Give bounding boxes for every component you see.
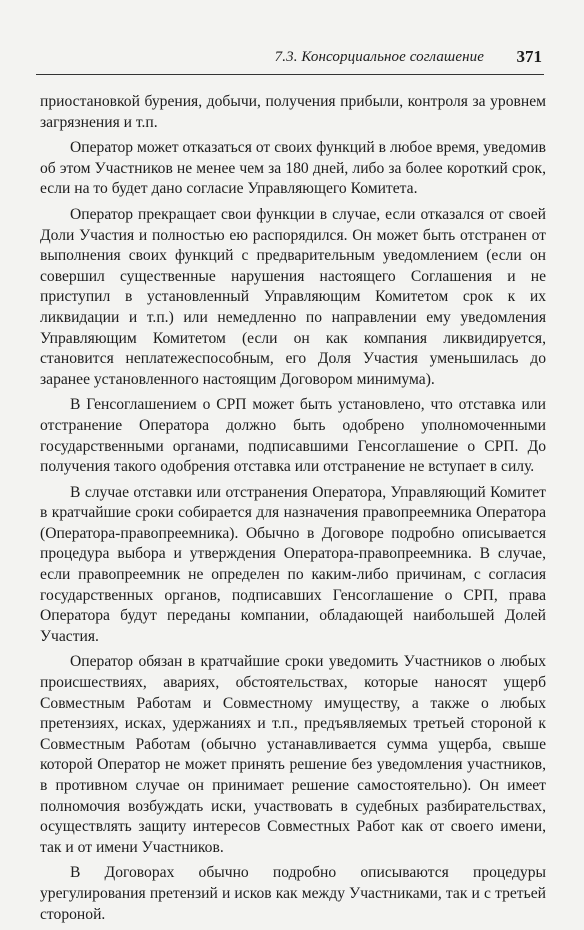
page-number: 371 bbox=[516, 47, 542, 66]
paragraph: В случае отставки или отстранения Оператора, Управляющий Комитет в кратчайшие сроки собирается для назначения правопреемника Оператора (Оператора-правопреемника). Обычно в Договоре подробно описывается процедура выбора и утверждения Оператора-правопреемника. В случае, если правопреемник не определен по каким-либо причинам, с согласия государственных органов, подписавших Генсоглашение о СРП, права Оператора будут переданы компании, обладающей наибольшей Долей Участия. bbox=[40, 483, 546, 645]
page-header bbox=[36, 46, 544, 75]
paragraph: В Генсоглашением о СРП может быть установлено, что отставка или отстранение Оператора должно быть одобрено уполномоченными государственными органами, подписавшими Генсоглашение о СРП. До получения такого одобрения отставка или отстранение не вступает в силу. bbox=[40, 396, 546, 476]
paragraph: Оператор обязан в кратчайшие сроки уведомить Участников о любых происшествиях, авариях, обстоятельствах, которые наносят ущерб Совместным Работам и Совместному имуществу, а также о любых претензиях, исках, удержаниях и т.п., предъявляемых третьей стороной к Совместным Работам (обычно устанавливается сумма ущерба, свыше которой Оператор не может принять решение без уведомления участников, в противном случае он принимает решение самостоятельно). Он имеет полномочия возбуждать иски, участвовать в судебных разбирательствах, осуществлять защиту интересов Совместных Работ как от своего имени, так и от имени Участников. bbox=[40, 653, 546, 856]
running-head: 7.3. Консорциальное соглашение bbox=[274, 49, 484, 65]
paragraph-continuation: приостановкой бурения, добычи, получения прибыли, контроля за уровнем загрязнения и т.п. bbox=[40, 93, 546, 131]
body-text bbox=[40, 92, 546, 930]
paragraph: Оператор может отказаться от своих функций в любое время, уведомив об этом Участников не менее чем за 180 дней, либо за более короткий срок, если на то будет дано согласие Управляющего Комитета. bbox=[40, 139, 546, 198]
paragraph: Оператор прекращает свои функции в случае, если отказался от своей Доли Участия и полностью ею распорядился. Он может быть отстранен от выполнения своих функций с предварительным уведомлением (если он совершил существенные нарушения настоящего Соглашения и не приступил в установленный Управляющим Комитетом срок к их ликвидации и т.п.) или немедленно по направлении ему уведомления Управляющим Комитетом (если он как компания ликвидируется, становится неплатежеспособным, его Доля Участия уменьшилась до заранее установленного настоящим Договором минимума). bbox=[40, 205, 546, 388]
paragraph: В Договорах обычно подробно описываются процедуры урегулирования претензий и исков как между Участниками, так и с третьей стороной. bbox=[40, 864, 546, 923]
